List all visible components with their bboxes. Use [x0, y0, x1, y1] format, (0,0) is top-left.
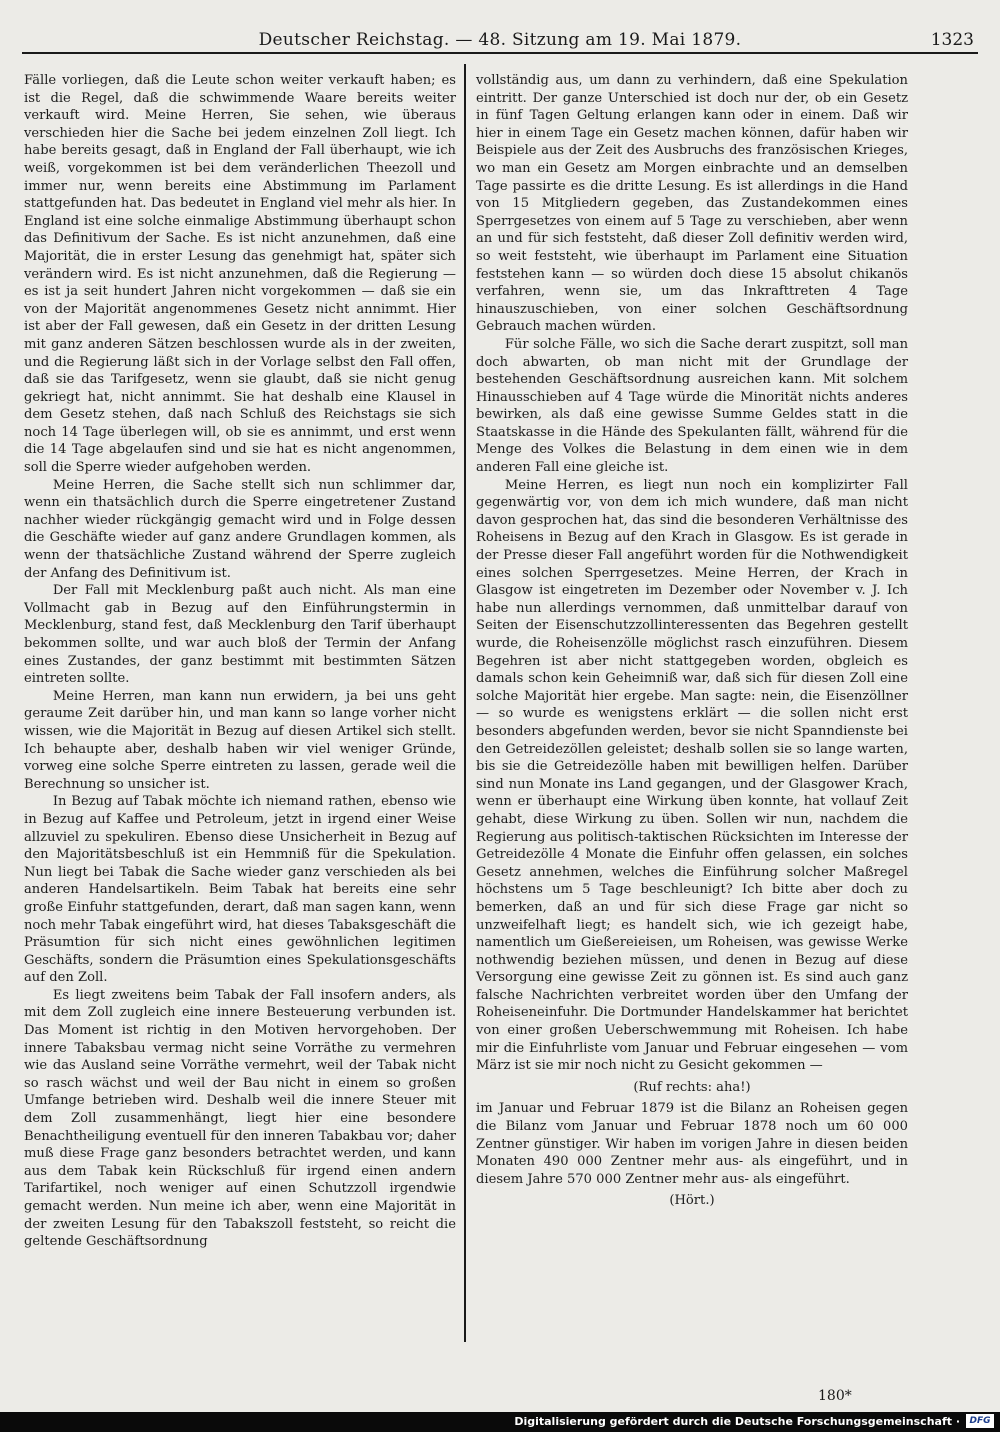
- interjection: (Ruf rechts: aha!): [633, 1079, 751, 1095]
- right-column: [476, 72, 908, 1214]
- paragraph: Meine Herren, die Sache stellt sich nun schlimmer dar, wenn ein thatsächlich durch die Sperre eingetretener Zustand nachher wieder rückgängig gemacht wird und in Folge dessen die Geschäfte wieder auf ganz andere Grundlagen kommen, als wenn der thatsächliche Zustand während der Sperre zugleich der Anfang des Definitivum ist.: [24, 477, 456, 581]
- dfg-logo-icon: DFG: [966, 1414, 994, 1428]
- page-number: 1323: [930, 30, 974, 50]
- paragraph: Meine Herren, man kann nun erwidern, ja bei uns geht geraume Zeit darüber hin, und man kann so lange vorher nicht wissen, wie die Majorität in Bezug auf diesen Artikel sich stellt. Ich behaupte aber, deshalb haben wir viel weniger Gründe, vorweg eine solche Sperre eintreten zu lassen, gerade weil die Berechnung so unsicher ist.: [24, 688, 456, 792]
- footer-bar: [0, 1412, 1000, 1432]
- running-head: [22, 30, 978, 52]
- header-rule: [22, 52, 978, 54]
- paragraph: In Bezug auf Tabak möchte ich niemand rathen, ebenso wie in Bezug auf Kaffee und Petroleum, jetzt in irgend einer Weise allzuviel zu spekuliren. Ebenso diese Unsicherheit in Bezug auf den Majoritätsbeschluß ist ein Hemmniß für die Spekulation. Nun liegt bei Tabak die Sache wieder ganz verschieden als bei anderen Handelsartikeln. Beim Tabak hat bereits eine sehr große Einfuhr stattgefunden, derart, daß man sagen kann, wenn noch mehr Tabak eingeführt wird, hat dieses Tabaksgeschäft die Präsumtion für sich nicht eines gewöhnlichen legitimen Geschäfts, sondern die Präsumtion eines Spekulationsgeschäfts auf den Zoll.: [24, 794, 456, 986]
- paragraph: im Januar und Februar 1879 ist die Bilanz an Roheisen gegen die Bilanz vom Januar und Februar 1878 noch um 60 000 Zentner günstiger. Wir haben im vorigen Jahre in diesen beiden Monaten 490 000 Zentner mehr aus- als eingeführt, und in diesem Jahre 570 000 Zentner mehr aus- als eingeführt.: [476, 1101, 908, 1187]
- interjection: (Hört.): [669, 1193, 715, 1209]
- paragraph: Der Fall mit Mecklenburg paßt auch nicht. Als man eine Vollmacht gab in Bezug auf den Einführungstermin in Mecklenburg, stand fest, daß Mecklenburg den Tarif überhaupt bekommen sollte, und war auch bloß der Termin der Anfang eines Zustandes, der ganz bestimmt mit bestimmten Sätzen eintreten sollte.: [24, 583, 456, 687]
- paragraph: Es liegt zweitens beim Tabak der Fall insofern anders, als mit dem Zoll zugleich eine innere Besteuerung verbunden ist. Das Moment ist richtig in den Motiven hervorgehoben. Der innere Tabaksbau vermag nicht seine Vorräthe zu vermehren wie das Ausland seine Vorräthe vermehrt, weil der Tabak nicht so rasch wächst und weil der Bau nicht in einem so großen Umfange betrieben wird. Deshalb weil die innere Steuer mit dem Zoll zusammenhängt, liegt hier eine besondere Benachtheiligung eventuell für den inneren Tabakbau vor; daher muß diese Frage ganz besonders betrachtet werden, und kann aus dem Tabak kein Rückschluß für irgend einen andern Tarifartikel, noch weniger auf einen Schutzzoll irgendwie gemacht werden. Nun meine ich aber, wenn eine Majorität in der zweiten Lesung für den Tabakszoll feststeht, so reicht die geltende Geschäftsordnung: [24, 987, 456, 1250]
- paragraph: Für solche Fälle, wo sich die Sache derart zuspitzt, soll man doch abwarten, ob man nicht mit der Grundlage der bestehenden Geschäftsordnung ausreichen kann. Mit solchem Hinausschieben auf 4 Tage würde die Minorität nichts anderes bewirken, als daß eine gewisse Summe Geldes statt in die Staatskasse in die Hände des Spekulanten fällt, während für die Menge des Volkes die Belastung in dem einen wie in dem anderen Fall eine gleiche ist.: [476, 336, 908, 476]
- signature-mark: 180*: [818, 1388, 852, 1404]
- paragraph: Meine Herren, es liegt nun noch ein komplizirter Fall gegenwärtig vor, von dem ich mich wundere, daß man nicht davon gesprochen hat, das sind die besonderen Verhältnisse des Roheisens in Bezug auf den Krach in Glasgow. Es ist gerade in der Presse dieser Fall angeführt worden für die Nothwendigkeit eines solchen Sperrgesetzes. Meine Herren, der Krach in Glasgow ist eingetreten im Dezember oder November v. J. Ich habe nun allerdings vernommen, daß unmittelbar darauf von Seiten der Eisenschutzzollinteressenten das Begehren gestellt wurde, die Roheisenzölle möglichst rasch einzuführen. Diesem Begehren ist aber nicht stattgegeben worden, obgleich es damals schon kein Geheimniß war, daß sich für diesen Zoll eine solche Majorität hier ergebe. Man sagte: nein, die Eisenzöllner — so wurde es wenigstens erklärt — die sollen nicht erst besonders abgefunden werden, bevor sie nicht Spanndienste bei den Getreidezöllen geleistet; deshalb sollen sie so lange warten, bis sie die Getreidezölle haben mit bewilligen helfen. Darüber sind nun Monate ins Land gegangen, und der Glasgower Krach, wenn er überhaupt eine Wirkung üben konnte, hat vollauf Zeit gehabt, diese Wirkung zu üben. Sollen wir nun, nachdem die Regierung aus politisch-taktischen Rücksichten im Interesse der Getreidezölle 4 Monate die Einfuhr offen gelassen, ein solches Gesetz annehmen, welches die Einführung solcher Maßregel höchstens um 5 Tage beschleunigt? Ich bitte aber doch zu bemerken, daß an und für sich diese Frage gar nicht so unzweifelhaft liegt; es handelt sich, wie ich gezeigt habe, namentlich um Gießereieisen, um Roheisen, was gewisse Werke nothwendig beziehen müssen, und denen in Bezug auf diese Versorgung eine gewisse Zeit zu gönnen ist. Es sind auch ganz falsche Nachrichten verbreitet worden über den Umfang der Roheiseneinfuhr. Die Dortmunder Handelskammer hat berichtet von einer großen Ueberschwemmung mit Roheisen. Ich habe mir die Einfuhrliste vom Januar und Februar eingesehen — vom März ist sie mir noch nicht zu Gesicht gekommen —: [476, 477, 908, 1074]
- paragraph: vollständig aus, um dann zu verhindern, daß eine Spekulation eintritt. Der ganze Unterschied ist doch nur der, ob ein Gesetz in fünf Tagen Geltung erlangen kann oder in einem. Daß wir hier in einem Tage ein Gesetz machen können, dafür haben wir Beispiele aus der Zeit des Ausbruchs des französischen Krieges, wo man ein Gesetz am Morgen einbrachte und an demselben Tage passirte es die dritte Lesung. Es ist allerdings in die Hand von 15 Mitgliedern gegeben, das Zustandekommen eines Sperrgesetzes von einem auf 5 Tage zu verschieben, aber wenn an und für sich feststeht, daß dieser Zoll definitiv werden wird, so weit feststeht, wie überhaupt im Parlament eine Situation feststehen kann — so würden doch diese 15 absolut chikanös verfahren, wenn sie, um das Inkrafttreten 4 Tage hinauszuschieben, von einer solchen Geschäftsordnung Gebrauch machen würden.: [476, 73, 908, 335]
- paragraph: Fälle vorliegen, daß die Leute schon weiter verkauft haben; es ist die Regel, daß die schwimmende Waare bereits weiter verkauft wird. Meine Herren, Sie sehen, wie überaus verschieden hier die Sache bei jedem einzelnen Zoll liegt. Ich habe bereits gesagt, daß in England der Fall überhaupt, wie ich weiß, vorgekommen ist bei dem veränderlichen Theezoll und immer nur, wenn bereits eine Abstimmung im Parlament stattgefunden hat. Das bedeutet in England viel mehr als hier. In England ist eine solche einmalige Abstimmung überhaupt schon das Definitivum der Sache. Es ist nicht anzunehmen, daß eine Majorität, die in erster Lesung das genehmigt hat, später sich verändern wird. Es ist nicht anzunehmen, daß die Regierung — es ist ja seit hundert Jahren nicht vorgekommen — daß sie ein von der Majorität angenommenes Gesetz nicht annimmt. Hier ist aber der Fall gewesen, daß ein Gesetz in der dritten Lesung mit ganz anderen Sätzen beschlossen wurde als in der zweiten, und die Regierung läßt sich in der Vorlage selbst den Fall offen, daß sie das Tarifgesetz, wenn sie glaubt, daß sie nicht genug gekriegt hat, nicht annimmt. Sie hat deshalb eine Klausel in dem Gesetz stehen, daß nach Schluß des Reichstags sie sich noch 14 Tage überlegen will, ob sie es annimmt, und erst wenn die 14 Tage abgelaufen sind und sie hat es nicht angenommen, soll die Sperre wieder aufgehoben werden.: [24, 73, 456, 476]
- footer-credit: Digitalisierung gefördert durch die Deutsche Forschungsgemeinschaft ·: [514, 1415, 960, 1428]
- running-title: Deutscher Reichstag. — 48. Sitzung am 19. Mai 1879.: [258, 30, 742, 50]
- column-divider: [464, 64, 466, 1342]
- left-column: [24, 72, 456, 1251]
